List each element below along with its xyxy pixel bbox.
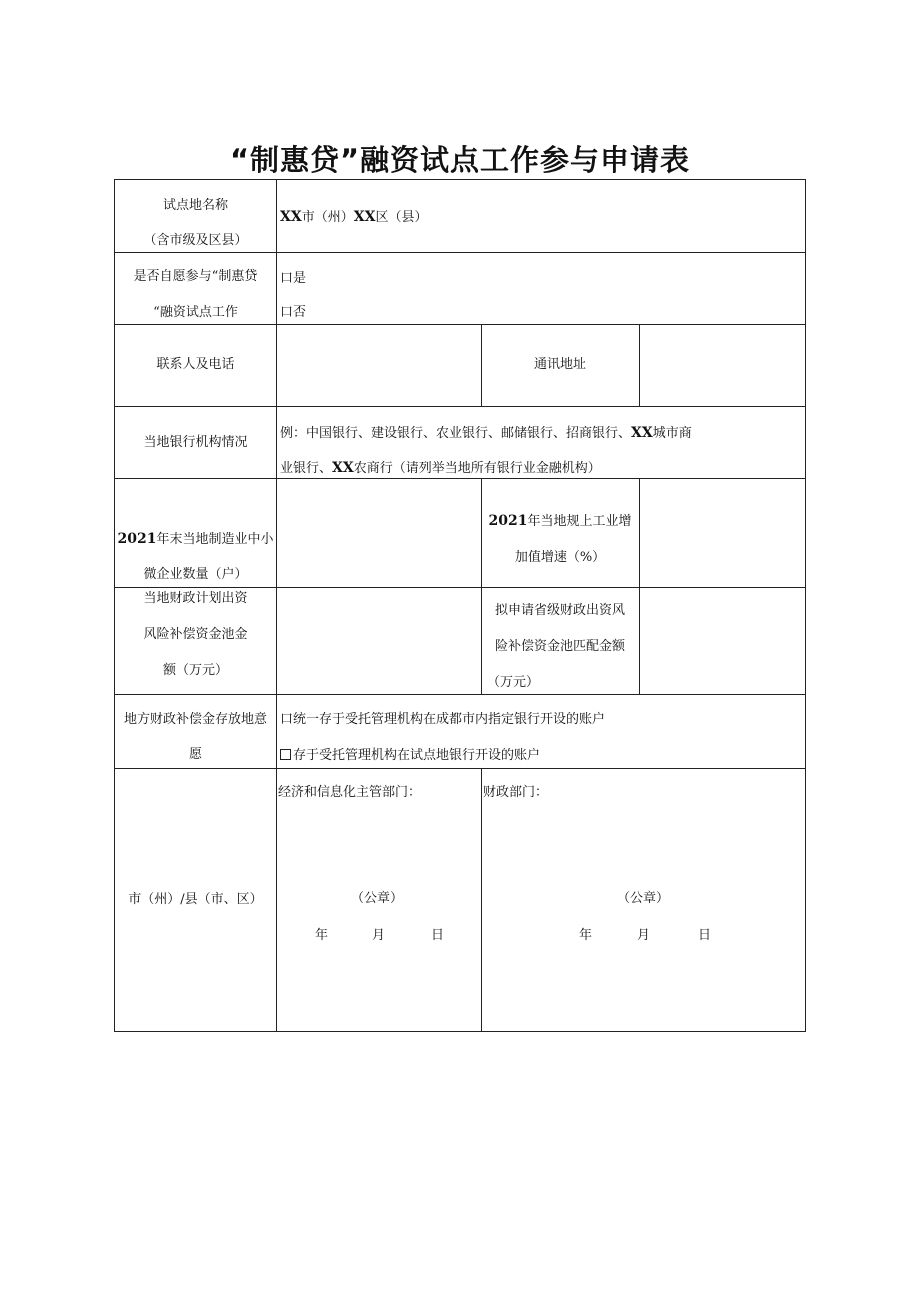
provincial-match-field[interactable]: [640, 588, 805, 694]
deposit-label-cont: 愿: [188, 747, 202, 762]
banks-label: 当地银行机构情况: [143, 435, 248, 450]
econ-dept-label: 经济和信息化主管部门：: [278, 785, 422, 800]
pilot-city-unit: 市（州）: [301, 210, 354, 225]
deposit-label: 地方财政补偿金存放地意: [123, 712, 267, 727]
address-value-field[interactable]: [640, 325, 805, 406]
pilot-district-placeholder: XX: [353, 209, 376, 225]
enterprise-count-field[interactable]: [277, 479, 481, 587]
banks-example-placeholder: XX: [631, 425, 653, 441]
pilot-name-value[interactable]: [280, 208, 428, 227]
form-title: “制惠贷”融资试点工作参与申请表: [229, 143, 691, 177]
industry-growth-label: [481, 512, 639, 531]
contact-label: 联系人及电话: [156, 357, 235, 372]
econ-date-year: 年: [315, 928, 329, 943]
econ-date-month: 月: [372, 928, 386, 943]
row-divider: [115, 406, 805, 407]
pilot-name-label: 试点地名称: [162, 198, 228, 213]
application-form-table: [114, 179, 806, 1032]
local-fund-field[interactable]: [277, 588, 481, 694]
econ-seal: （公章）: [351, 891, 404, 906]
provincial-match-label-cont: 险补偿资金池匹配金额: [494, 639, 625, 654]
deposit-option-local-label: 存于受托管理机构在试点地银行开设的账户: [293, 748, 541, 763]
industry-growth-label-cont: 加值增速（%）: [514, 550, 606, 565]
growth-label-text: 年当地规上工业增: [527, 514, 632, 529]
banks-example-line1[interactable]: [280, 424, 692, 443]
column-divider: [481, 768, 482, 1031]
row-divider: [115, 768, 805, 769]
pilot-district-unit: 区（县）: [375, 210, 428, 225]
provincial-match-label-unit: （万元）: [487, 675, 540, 690]
checkbox-icon[interactable]: [280, 749, 291, 760]
deposit-option-chengdu[interactable]: 口统一存于受托管理机构在成都市内指定银行开设的账户: [280, 712, 606, 727]
row-divider: [115, 252, 805, 253]
banks-example-instruction: 农商行（请列举当地所有银行业金融机构）: [353, 461, 601, 476]
contact-value-field[interactable]: [277, 325, 481, 406]
voluntary-label: 是否自愿参与“制惠贷: [133, 269, 258, 284]
address-label: 通讯地址: [533, 357, 586, 372]
enterprise-count-label: [115, 530, 276, 549]
enterprise-year: 2021: [117, 531, 157, 547]
pilot-city-placeholder: XX: [280, 209, 302, 225]
voluntary-yes-option[interactable]: 口是: [280, 271, 307, 286]
row-divider: [115, 694, 805, 695]
finance-date-year: 年: [579, 928, 593, 943]
econ-date-day: 日: [431, 928, 445, 943]
local-fund-label-cont: 风险补偿资金池金: [143, 627, 248, 642]
finance-date-day: 日: [698, 928, 712, 943]
local-fund-label: 当地财政计划出资: [143, 591, 248, 606]
enterprise-count-label-cont: 微企业数量（户）: [143, 567, 248, 582]
industry-growth-field[interactable]: [640, 479, 805, 587]
banks-example-text: 例：中国银行、建设银行、农业银行、邮储银行、招商银行、: [280, 426, 632, 441]
growth-year: 2021: [488, 513, 528, 529]
pilot-name-label-note: （含市级及区县）: [143, 233, 248, 248]
banks-example-head: 业银行、: [280, 461, 333, 476]
voluntary-no-option[interactable]: 口否: [280, 305, 307, 320]
banks-example-line2: [280, 459, 601, 478]
banks-example-placeholder: XX: [332, 460, 354, 476]
deposit-option-local[interactable]: [280, 747, 540, 765]
finance-dept-label: 财政部门：: [483, 785, 549, 800]
finance-seal: （公章）: [617, 891, 670, 906]
finance-date-month: 月: [637, 928, 651, 943]
voluntary-label-cont: “融资试点工作: [153, 305, 238, 320]
enterprise-label-text: 年末当地制造业中小: [156, 532, 274, 547]
provincial-match-label: 拟申请省级财政出资风: [494, 603, 625, 618]
signature-label: 市（州）/县（市、区）: [128, 892, 263, 907]
banks-example-tail: 城市商: [652, 426, 692, 441]
local-fund-label-unit: 额（万元）: [162, 663, 228, 678]
column-divider: [481, 478, 482, 694]
